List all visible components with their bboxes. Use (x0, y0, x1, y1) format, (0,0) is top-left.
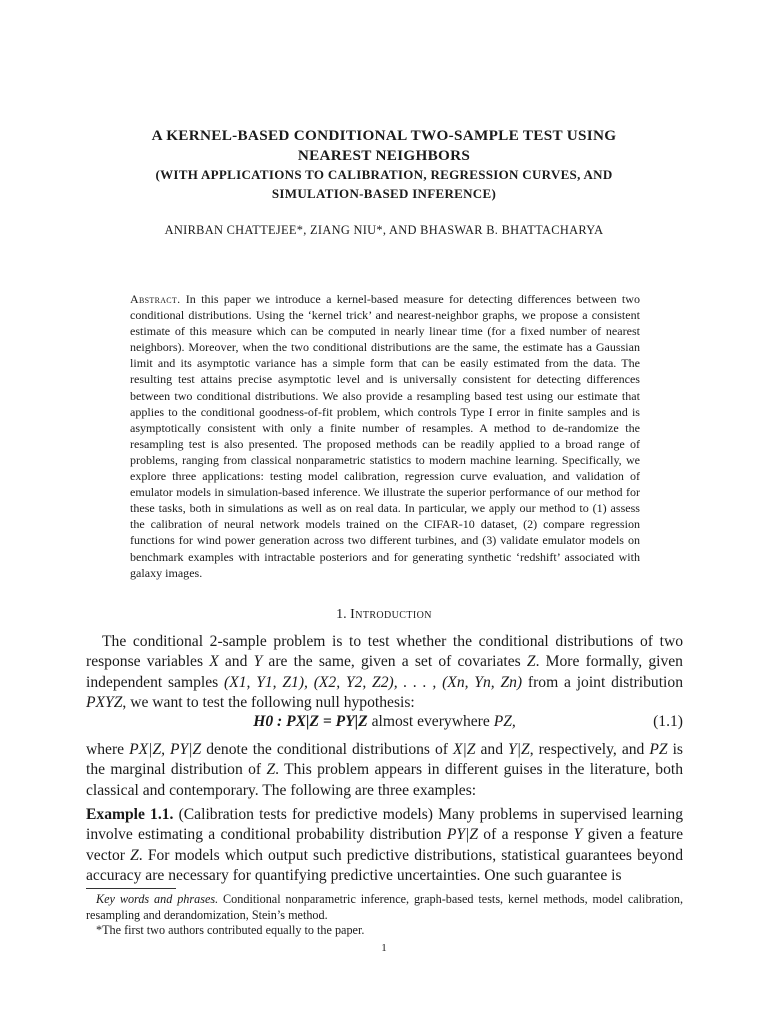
ex-text-b: of a response (478, 826, 574, 844)
abstract (130, 291, 640, 581)
p1-text-e: from a joint distribution (522, 673, 683, 691)
p2-text-b: denote the conditional distributions of (201, 741, 453, 758)
p2-z: Z (266, 761, 276, 779)
keywords-text: Conditional nonparametric inference, graph-based tests, kernel methods, model calibration, resampling and derandomization, Stein’s method. (86, 892, 684, 922)
intro-paragraph-1 (86, 632, 683, 713)
example-label: Example 1.1. (86, 806, 174, 823)
p2-yz: Y|Z (508, 741, 530, 758)
p1-var-pxyz: PXYZ (86, 693, 123, 711)
equation-number: (1.1) (653, 713, 683, 730)
section-title: Introduction (350, 607, 432, 622)
p1-text-c: are the same, given a set of covariates (262, 653, 527, 671)
paper-title (80, 126, 688, 166)
p2-text-a: where (86, 741, 130, 758)
ex-text-d: . For models which output such predictive distributions, statistical guarantees beyond accuracy are necessary for quantifying predictive uncertainties. One such guarantee is (86, 846, 683, 884)
ex-z: Z (130, 846, 139, 864)
section-heading (80, 607, 688, 623)
title-line-2: NEAREST NEIGHBORS (297, 147, 471, 164)
p2-pz: PZ (649, 741, 668, 758)
author-list: ANIRBAN CHATTEJEE*, ZIANG NIU*, AND BHASWAR B. BHATTACHARYA (164, 223, 604, 237)
subtitle-line-1: (WITH APPLICATIONS TO CALIBRATION, REGRESSION CURVES, AND (155, 167, 613, 182)
p1-var-x: X (209, 653, 219, 671)
equation-1-1 (86, 713, 683, 735)
footnote-equal-contribution: *The first two authors contributed equally to the paper. (96, 923, 365, 937)
equation-body (86, 713, 683, 731)
equation-lhs: H0 : PX|Z = PY|Z (253, 713, 368, 730)
page-number: 1 (381, 942, 387, 954)
paper-subtitle (80, 165, 688, 203)
equation-middle: almost everywhere (367, 713, 494, 730)
abstract-label: Abstract. (130, 292, 181, 306)
ex-pyz: PY|Z (446, 826, 479, 844)
section-number: 1. (336, 607, 347, 622)
p2-dists: PX|Z, PY|Z (129, 741, 202, 758)
example-1-1 (86, 805, 683, 886)
subtitle-line-2: SIMULATION-BASED INFERENCE) (271, 186, 497, 201)
abstract-text: In this paper we introduce a kernel-based measure for detecting differences between two conditional distributions. Using the ‘kernel trick’ and nearest-neighbor graphs, we propose a consistent estimate of this measure which can be computed in nearly linear time (for a fixed number of nearest neighbors). Moreover, when the two conditional distributions are the same, the estimate has a Gaussian limit and its asymptotic variance has a simple form that can be easily estimated from the data. The resulting test attains precise asymptotic level and is universally consistent for detecting differences between two conditional distributions. We also provide a resampling based test using our estimate that applies to the conditional goodness-of-fit problem, which controls Type I error in finite samples and is asymptotically consistent with only a finite number of resamples. A method to de-randomize the resampling test is also presented. The proposed methods can be readily applied to a broad range of problems, ranging from classical nonparametric statistics to modern machine learning. Specifically, we explore three applications: testing model calibration, regression curve evaluation, and validation of emulator models in simulation-based inference. We illustrate the superior performance of our method for these tasks, both in simulations as well as on real data. In particular, we apply our method to (1) assess the calibration of neural network models trained on the CIFAR-10 dataset, (2) compare regression functions for wind power generation across two different turbines, and (3) validate emulator models on benchmark examples with intractable posteriors and for generating synthetic ‘redshift’ associated with galaxy images. (130, 292, 641, 580)
p1-text-b: and (218, 653, 254, 671)
p2-text-d: , respectively, and (529, 741, 650, 758)
p1-text-a: The conditional 2-sample problem is to test whether the conditional distributions of two response variables (86, 633, 683, 671)
ex-text-a: (Calibration tests for predictive models) Many problems in supervised learning involve estimating a conditional probability distribution (86, 806, 684, 844)
footnotes (86, 892, 683, 939)
p2-text-c: and (475, 741, 509, 758)
ex-y: Y (573, 826, 583, 844)
intro-paragraph-2 (86, 740, 683, 801)
footnote-keywords (86, 892, 683, 923)
p1-samples: (X1, Y1, Z1), (X2, Y2, Z2), . . . , (Xn, Yn, Zn) (224, 673, 523, 691)
p1-text-f: , we want to test the following null hypothesis: (122, 693, 415, 711)
p2-text-f: . This problem appears in different guises in the literature, both classical and contemporary. The following are three examples: (86, 761, 683, 799)
p1-var-y: Y (253, 653, 263, 671)
footnote-rule (86, 888, 176, 889)
p2-text-e: is the marginal distribution of (86, 741, 683, 779)
p1-var-z: Z (526, 653, 536, 671)
p1-text-d: . More formally, given independent samples (86, 653, 683, 691)
title-line-1: A KERNEL-BASED CONDITIONAL TWO-SAMPLE TEST USING (151, 127, 617, 144)
ex-text-c: given a feature vector (86, 826, 683, 864)
keywords-label: Key words and phrases. (96, 892, 219, 906)
equation-rhs: PZ, (493, 713, 516, 730)
p2-xz: X|Z (453, 741, 476, 758)
